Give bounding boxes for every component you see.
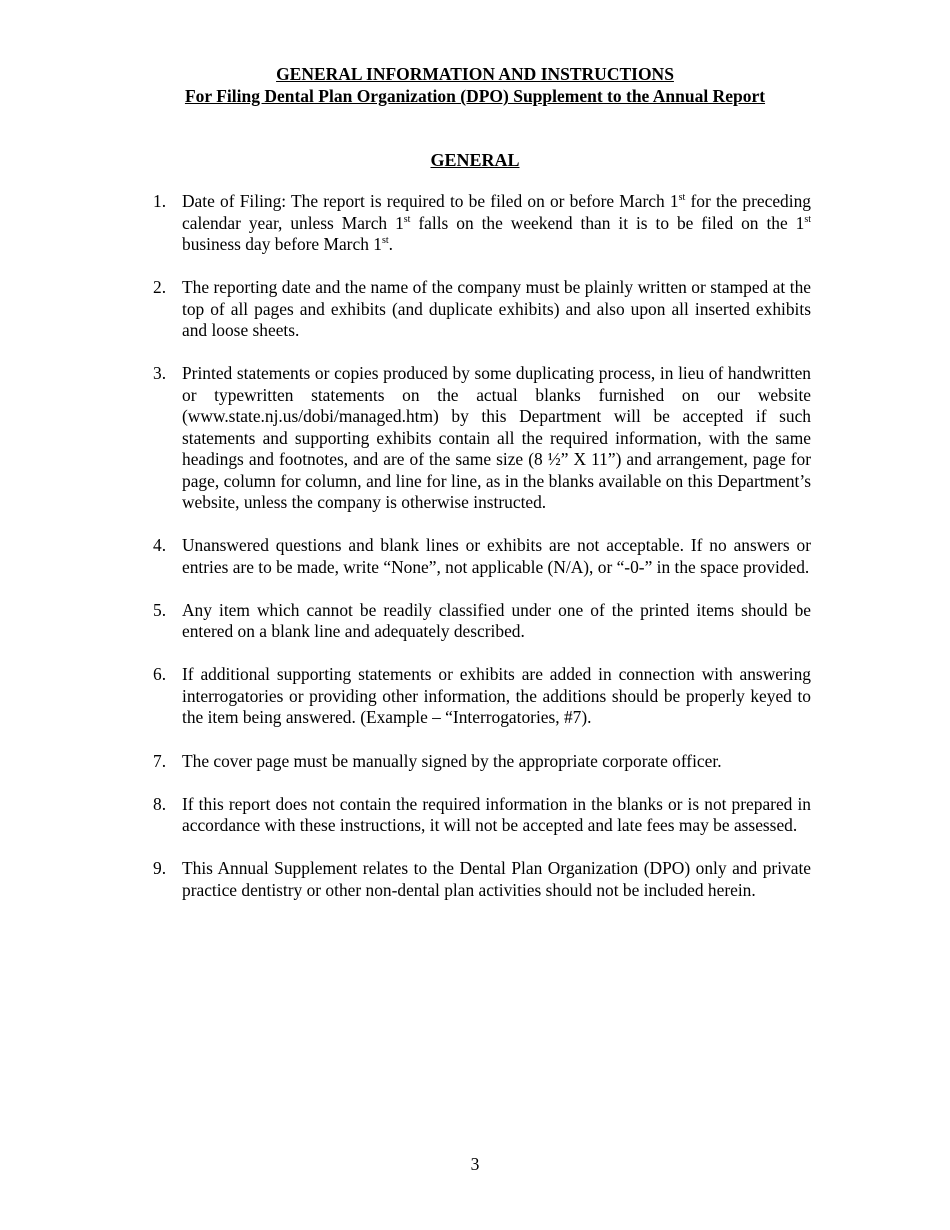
item-text: The cover page must be manually signed by the appropriate corporate officer. <box>182 750 722 771</box>
item-number: 6. <box>153 664 167 685</box>
instruction-item-1 <box>150 191 811 256</box>
item-number: 9. <box>153 858 167 879</box>
ordinal-suffix: st <box>381 235 389 247</box>
item-number: 8. <box>153 793 167 814</box>
ordinal-suffix: st <box>678 192 686 204</box>
instruction-item-7 <box>150 751 811 773</box>
instruction-item-6 <box>150 664 811 729</box>
item-number: 1. <box>153 191 167 211</box>
item-text <box>182 191 811 256</box>
instruction-item-4 <box>150 535 811 578</box>
instruction-item-3 <box>150 363 811 514</box>
item-number: 4. <box>153 535 167 556</box>
item-number: 2. <box>153 277 167 298</box>
instruction-item-5 <box>150 600 811 643</box>
instruction-item-8 <box>150 794 811 837</box>
item-text-part: falls on the weekend than it is to be filed on the 1 <box>410 212 805 233</box>
page-number: 3 <box>470 1154 480 1174</box>
item-text-part: . <box>388 234 393 254</box>
instructions-list <box>150 191 811 923</box>
item-text: If this report does not contain the required information in the blanks or is not prepared in accordance with these instructions, it will not be accepted and late fees may be assessed. <box>182 793 811 836</box>
ordinal-suffix: st <box>403 213 411 225</box>
item-text: Unanswered questions and blank lines or exhibits are not acceptable. If no answers or entries are to be made, write “None”, not applicable (N/A), or “-0-” in the space provided. <box>182 535 811 577</box>
document-subtitle: For Filing Dental Plan Organization (DPO) Supplement to the Annual Report <box>184 86 766 106</box>
item-text: Any item which cannot be readily classified under one of the printed items should be entered on a blank line and adequately described. <box>182 599 811 642</box>
item-number: 5. <box>153 599 167 620</box>
item-text: The reporting date and the name of the company must be plainly written or stamped at the top of all pages and exhibits (and duplicate exhibits) and also upon all inserted exhibits and loose sheets. <box>182 277 811 341</box>
instruction-item-9 <box>150 858 811 901</box>
item-text-part: business day before March 1 <box>182 234 382 254</box>
item-text: If additional supporting statements or exhibits are added in connection with answering interrogatories or providing other information, the additions should be properly keyed to the item being answered. (Example – “Interrogatories, #7). <box>182 664 811 728</box>
document-title: GENERAL INFORMATION AND INSTRUCTIONS <box>276 64 674 84</box>
item-number: 7. <box>153 750 167 771</box>
item-text: This Annual Supplement relates to the Dental Plan Organization (DPO) only and private practice dentistry or other non-dental plan activities should not be included herein. <box>182 858 811 900</box>
item-text: Printed statements or copies produced by some duplicating process, in lieu of handwritten or typewritten statements on the actual blanks furnished on our website (www.state.nj.us/dobi/managed.htm) by this Department will be accepted if such statements and supporting exhibits contain all the required information, with the same headings and footnotes, and are of the same size (8 ½” X 11”) and arrangement, page for page, column for column, and line for line, as in the blanks available on this Department’s website, unless the company is otherwise instructed. <box>182 363 811 513</box>
instruction-item-2 <box>150 277 811 342</box>
section-heading-general: GENERAL <box>430 150 520 170</box>
ordinal-suffix: st <box>804 213 811 225</box>
item-number: 3. <box>153 363 167 384</box>
item-text-part: for the preceding calendar year, unless March 1 <box>182 191 811 233</box>
item-text-part: Date of Filing: The report is required to be filed on or before March 1 <box>182 191 679 211</box>
